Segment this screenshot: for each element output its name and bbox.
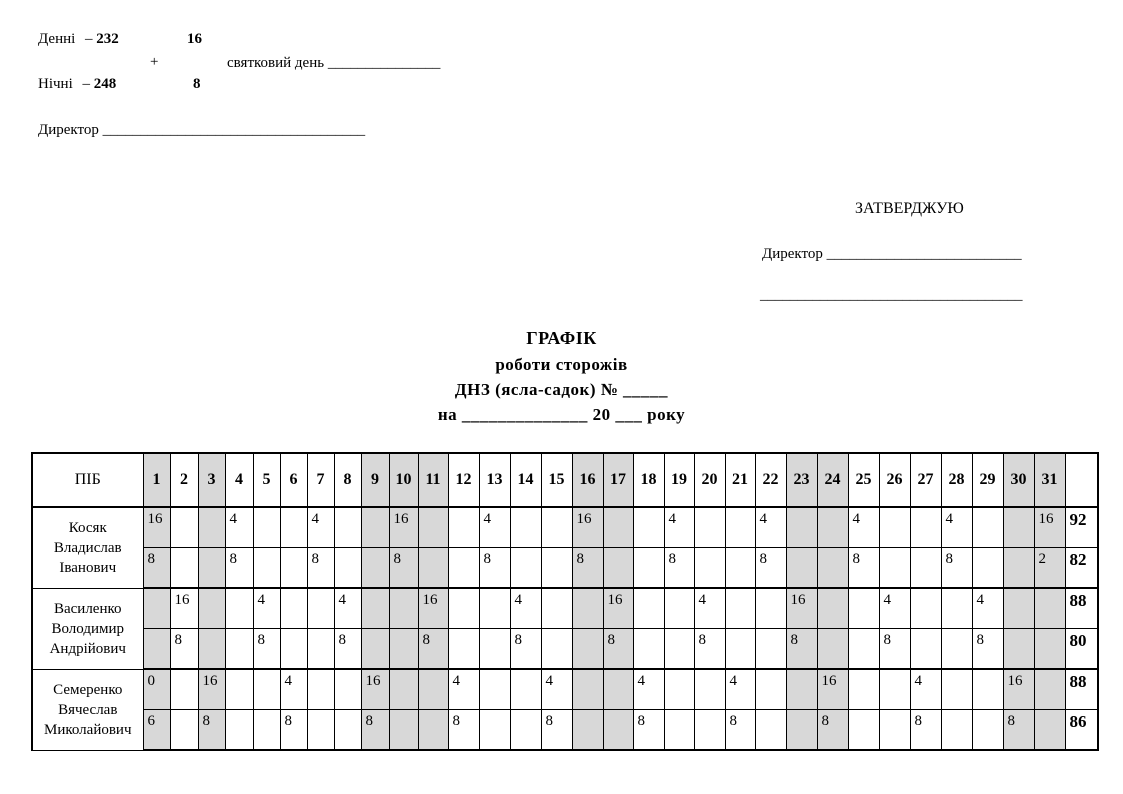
shift-cell [1034,710,1065,751]
shift-cell [725,507,755,548]
shift-cell [879,548,910,589]
shift-cell [280,588,307,629]
shift-cell [755,669,786,710]
day-header-31: 31 [1034,453,1065,507]
shift-cell [848,710,879,751]
shift-cell: 8 [334,629,361,670]
shift-cell [479,669,510,710]
day-header-17: 17 [603,453,633,507]
shift-cell [1034,629,1065,670]
shift-cell [786,548,817,589]
approval-blank-line: ___________________________________ [760,287,1023,303]
shift-cell [510,507,541,548]
shift-cell [755,710,786,751]
shift-cell [448,507,479,548]
shift-cell: 8 [725,710,755,751]
worker-row [32,669,1098,710]
worker-name-part: Миколайович [43,721,132,738]
shift-cell: 8 [603,629,633,670]
day-header-12: 12 [448,453,479,507]
shift-cell: 8 [786,629,817,670]
night-dash: – [82,76,90,92]
shift-cell [170,548,198,589]
shift-cell [664,710,694,751]
shift-cell [448,588,479,629]
worker-row [32,548,1098,589]
day-hours-value: 232 [96,31,119,47]
worker-name-part: Василенко [53,600,122,617]
day-header-18: 18 [633,453,664,507]
day-header-7: 7 [307,453,334,507]
shift-cell: 16 [1003,669,1034,710]
day-header-25: 25 [848,453,879,507]
shift-cell [941,710,972,751]
day-header-21: 21 [725,453,755,507]
shift-cell: 8 [572,548,603,589]
shift-cell [418,710,448,751]
shift-cell [572,710,603,751]
shift-cell [225,588,253,629]
shift-cell: 16 [418,588,448,629]
shift-cell [253,669,280,710]
shift-cell [1003,548,1034,589]
day-header-1: 1 [143,453,170,507]
shift-cell [253,710,280,751]
shift-cell: 4 [510,588,541,629]
shift-cell: 8 [879,629,910,670]
row-total: 92 [1065,507,1098,548]
shift-cell: 8 [448,710,479,751]
row-total: 82 [1065,548,1098,589]
shift-cell [1003,629,1034,670]
holiday-line: святковий день _______________ [227,55,441,71]
day-header-4: 4 [225,453,253,507]
plus-sign: + [150,54,159,70]
shift-cell: 4 [225,507,253,548]
shift-cell [694,507,725,548]
shift-cell [334,710,361,751]
shift-cell [198,507,225,548]
shift-cell [225,669,253,710]
day-header-26: 26 [879,453,910,507]
shift-cell [307,629,334,670]
shift-cell [786,710,817,751]
day-header-8: 8 [334,453,361,507]
shift-cell [389,629,418,670]
day-header-20: 20 [694,453,725,507]
shift-cell [603,507,633,548]
worker-name-part: Вячеслав [58,701,118,718]
director-signature-line-left: Директор ___________________________________ [38,122,366,138]
shift-cell: 16 [361,669,389,710]
shift-cell: 16 [786,588,817,629]
shift-cell [510,710,541,751]
shift-cell: 4 [448,669,479,710]
night-hours-value: 248 [93,76,117,92]
day-header-16: 16 [572,453,603,507]
shift-cell [541,548,572,589]
shift-cell [941,629,972,670]
worker-name [32,507,143,588]
shift-cell: 4 [879,588,910,629]
shift-cell [633,588,664,629]
shift-cell: 8 [941,548,972,589]
shift-cell: 4 [664,507,694,548]
total-header [1065,453,1098,507]
shift-cell [603,669,633,710]
shift-cell [307,669,334,710]
shift-cell [879,507,910,548]
row-total: 86 [1065,710,1098,751]
day-header-5: 5 [253,453,280,507]
worker-name-part: Владислав [53,539,122,556]
shift-cell: 8 [848,548,879,589]
day-header-19: 19 [664,453,694,507]
shift-cell [972,548,1003,589]
shift-cell [603,548,633,589]
shift-cell: 4 [755,507,786,548]
shift-cell [755,588,786,629]
day-header-3: 3 [198,453,225,507]
shift-cell [725,629,755,670]
period-line: на ______________ 20 ___ року [437,405,686,424]
shift-cell [817,507,848,548]
shift-cell [280,629,307,670]
shift-cell: 16 [1034,507,1065,548]
shift-cell [910,548,941,589]
day-header-6: 6 [280,453,307,507]
shift-cell: 4 [633,669,664,710]
shift-cell: 8 [479,548,510,589]
shift-cell [879,669,910,710]
shift-cell: 4 [307,507,334,548]
shift-cell: 0 [143,669,170,710]
day-header-22: 22 [755,453,786,507]
shift-cell [541,588,572,629]
shift-cell [633,507,664,548]
shift-cell [389,588,418,629]
shift-cell: 8 [143,548,170,589]
shift-cell [198,629,225,670]
worker-name [32,669,143,750]
schedule-title: ГРАФІК [526,328,597,348]
shift-cell [334,669,361,710]
worker-row [32,629,1098,670]
shift-cell [334,507,361,548]
day-header-28: 28 [941,453,972,507]
shift-cell [664,588,694,629]
shift-cell [418,548,448,589]
shift-cell [479,710,510,751]
row-total: 80 [1065,629,1098,670]
day-hours-line [38,31,119,48]
shift-cell [225,629,253,670]
shift-cell [448,548,479,589]
shift-cell [603,710,633,751]
shift-cell [541,629,572,670]
shift-cell [541,507,572,548]
shift-cell: 4 [910,669,941,710]
shift-cell [848,629,879,670]
shift-cell: 16 [170,588,198,629]
day-header-23: 23 [786,453,817,507]
institution-line: ДНЗ (ясла-садок) № _____ [454,380,669,399]
shift-cell [170,669,198,710]
header-row [32,453,1098,507]
shift-cell: 16 [143,507,170,548]
day-label: Денні [38,31,76,47]
shift-cell [389,669,418,710]
shift-cell [418,507,448,548]
shift-cell: 8 [361,710,389,751]
shift-cell [307,588,334,629]
shift-cell [633,548,664,589]
shift-cell: 8 [253,629,280,670]
day-header-30: 30 [1003,453,1034,507]
shift-cell [664,669,694,710]
shift-cell [334,548,361,589]
shift-cell [848,588,879,629]
worker-row [32,710,1098,751]
shift-cell: 16 [198,669,225,710]
shift-cell [280,507,307,548]
shift-cell [225,710,253,751]
shift-cell [972,710,1003,751]
shift-cell [198,588,225,629]
day-header-29: 29 [972,453,1003,507]
shift-cell [1034,669,1065,710]
day-header-11: 11 [418,453,448,507]
shift-cell [510,669,541,710]
day-header-9: 9 [361,453,389,507]
pib-header: ПІБ [32,453,143,507]
shift-cell [817,588,848,629]
night-extra-hours: 8 [193,76,201,92]
shift-cell: 4 [848,507,879,548]
night-label: Нічні [38,76,73,92]
shift-cell [253,548,280,589]
shift-cell: 8 [510,629,541,670]
shift-cell [253,507,280,548]
shift-cell [418,669,448,710]
shift-cell: 8 [418,629,448,670]
shift-cell: 8 [972,629,1003,670]
shift-cell [361,629,389,670]
shift-cell [1003,507,1034,548]
shift-cell: 8 [817,710,848,751]
shift-cell [972,669,1003,710]
shift-cell: 4 [725,669,755,710]
day-extra-hours: 16 [187,31,202,47]
shift-cell: 8 [541,710,572,751]
shift-cell: 8 [225,548,253,589]
shift-cell [361,588,389,629]
approval-director-line: Директор __________________________ [762,246,1022,262]
day-header-15: 15 [541,453,572,507]
shift-cell [143,588,170,629]
shift-cell [817,548,848,589]
shift-cell: 2 [1034,548,1065,589]
shift-cell: 16 [603,588,633,629]
shift-cell [572,629,603,670]
shift-cell [1034,588,1065,629]
row-total: 88 [1065,669,1098,710]
shift-cell: 4 [941,507,972,548]
day-header-24: 24 [817,453,848,507]
shift-cell: 16 [817,669,848,710]
shift-cell [910,507,941,548]
shift-cell: 4 [972,588,1003,629]
shift-cell [941,588,972,629]
shift-cell: 8 [755,548,786,589]
shift-cell [572,588,603,629]
shift-cell [694,710,725,751]
shift-cell: 6 [143,710,170,751]
shift-cell [910,588,941,629]
shift-cell: 8 [389,548,418,589]
shift-cell [361,507,389,548]
shift-cell: 8 [170,629,198,670]
worker-name-part: Косяк [68,519,107,536]
shift-cell [786,507,817,548]
shift-cell [725,588,755,629]
shift-cell [280,548,307,589]
shift-cell [1003,588,1034,629]
shift-cell [879,710,910,751]
day-header-14: 14 [510,453,541,507]
worker-row [32,588,1098,629]
shift-cell: 8 [307,548,334,589]
shift-cell [361,548,389,589]
shift-cell: 4 [334,588,361,629]
shift-cell: 8 [1003,710,1034,751]
shift-cell [389,710,418,751]
day-header-27: 27 [910,453,941,507]
shift-cell [198,548,225,589]
shift-cell [972,507,1003,548]
shift-cell: 8 [664,548,694,589]
shift-cell [572,669,603,710]
shift-cell: 8 [694,629,725,670]
shift-cell [694,669,725,710]
worker-name-part: Андрійович [49,640,126,657]
schedule-table [31,452,1099,751]
shift-cell [817,629,848,670]
worker-name [32,588,143,669]
shift-cell [143,629,170,670]
day-dash: – [85,31,93,47]
night-hours-line [38,76,116,93]
shift-cell: 4 [280,669,307,710]
shift-cell [170,710,198,751]
schedule-subtitle: роботи сторожів [495,355,628,374]
shift-cell [910,629,941,670]
shift-cell: 8 [633,710,664,751]
worker-row [32,507,1098,548]
day-header-10: 10 [389,453,418,507]
shift-cell: 4 [541,669,572,710]
shift-cell [479,588,510,629]
shift-cell: 4 [694,588,725,629]
worker-name-part: Володимир [51,620,125,637]
shift-cell [786,669,817,710]
shift-cell: 16 [389,507,418,548]
shift-cell: 4 [479,507,510,548]
shift-cell: 16 [572,507,603,548]
shift-cell [170,507,198,548]
shift-cell [848,669,879,710]
shift-cell: 4 [253,588,280,629]
day-header-2: 2 [170,453,198,507]
shift-cell [725,548,755,589]
shift-cell [633,629,664,670]
shift-cell [694,548,725,589]
worker-name-part: Семеренко [53,681,123,698]
shift-cell [755,629,786,670]
shift-cell: 8 [198,710,225,751]
shift-cell [307,710,334,751]
approval-title: ЗАТВЕРДЖУЮ [855,200,964,217]
shift-cell [479,629,510,670]
shift-cell [941,669,972,710]
worker-name-part: Іванович [59,559,117,576]
shift-cell: 8 [910,710,941,751]
shift-cell [664,629,694,670]
shift-cell [448,629,479,670]
day-header-13: 13 [479,453,510,507]
row-total: 88 [1065,588,1098,629]
shift-cell [510,548,541,589]
shift-cell: 8 [280,710,307,751]
